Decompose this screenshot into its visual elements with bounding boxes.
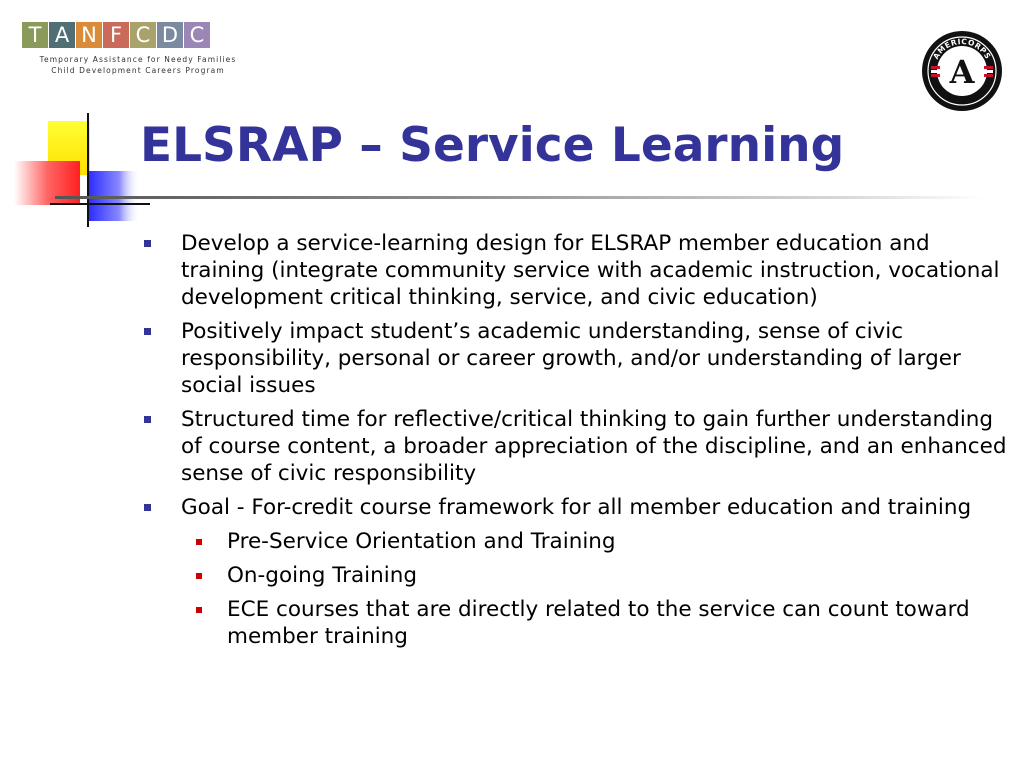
badge-text: AMERICORPS [931,36,993,61]
sub-bullet-marker-icon [196,539,202,545]
sub-bullet-text: Pre-Service Orientation and Training [227,529,616,554]
slide-title: ELSRAP – Service Learning [140,118,845,173]
logo-letters [22,22,264,48]
logo-letter: N [76,22,102,48]
logo-letter: A [49,22,75,48]
logo-letter: F [103,22,129,48]
logo-letter: D [157,22,183,48]
bullet-item [142,494,1012,521]
bullet-text: Positively impact student’s academic understanding, sense of civic responsibility, personal or career growth, and/or understanding of larger social issues [181,319,961,398]
bullet-marker-icon [144,504,151,511]
bullet-marker-icon [144,240,151,247]
bullet-item [142,230,1012,311]
sub-bullet-marker-icon [196,573,202,579]
logo-tagline-2: Child Development Careers Program [51,66,225,75]
decorative-corner-shapes [0,105,150,235]
sub-bullet-item [142,528,1012,555]
logo-letter: C [130,22,156,48]
sub-bullet-item [142,596,1012,650]
bullet-list [142,230,1012,657]
logo-letter: T [22,22,48,48]
bullet-item [142,318,1012,399]
bullet-text: Develop a service-learning design for ELSRAP member education and training (integrate community service with academic instruction, vocational development critical thinking, service, and civic education) [181,231,1000,310]
bullet-text: Goal - For-credit course framework for all member education and training [181,495,972,520]
bullet-marker-icon [144,328,151,335]
sub-bullet-text: ECE courses that are directly related to the service can count toward member training [227,597,970,649]
tanf-cdc-logo [22,22,264,84]
bullet-marker-icon [144,416,151,423]
sub-bullet-marker-icon [196,607,202,613]
logo-tagline-1: Temporary Assistance for Needy Families [39,55,237,64]
sub-bullet-text: On-going Training [227,563,418,588]
bullet-item [142,406,1012,487]
badge-letter: A [949,53,975,91]
title-underline [55,196,985,199]
logo-letter: C [184,22,210,48]
bullet-text: Structured time for reflective/critical thinking to gain further understanding of course content, a broader appreciation of the discipline, and an enhanced sense of civic responsibility [181,407,1007,486]
americorps-badge-icon [921,30,1003,112]
sub-bullet-item [142,562,1012,589]
